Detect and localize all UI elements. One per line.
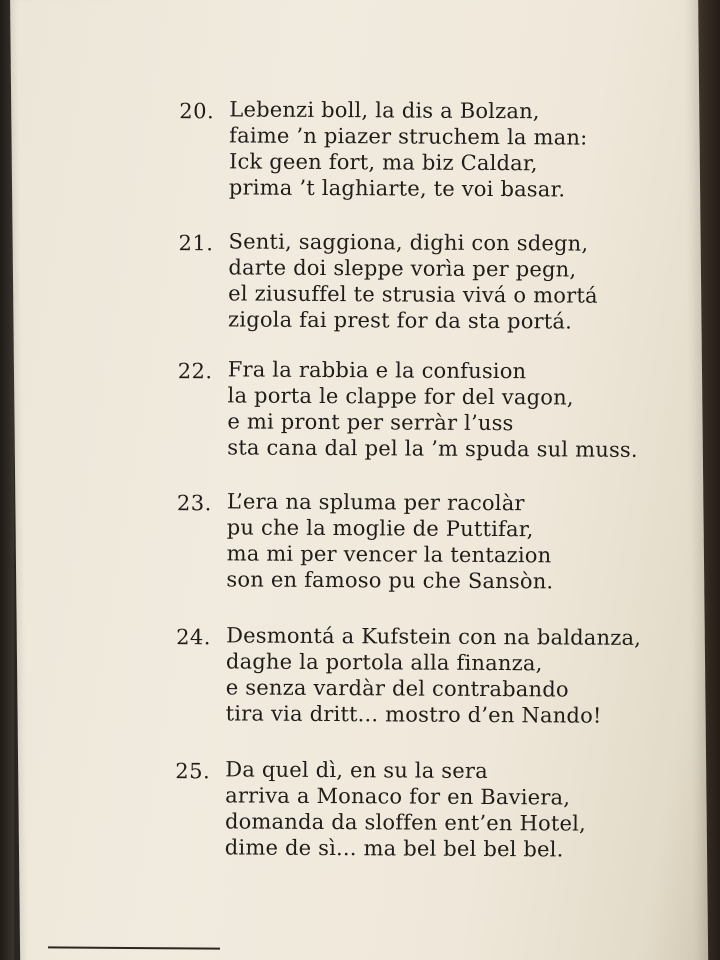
verse-line: daghe la portola alla finanza, xyxy=(225,649,543,676)
verse-line: sta cana dal pel la ’m spuda sul muss. xyxy=(227,435,638,462)
verse-line: L’era na spluma per racolàr xyxy=(226,489,525,516)
verse-line: e senza vardàr del contrabando xyxy=(225,675,569,702)
verse-line: dime de sì... ma bel bel bel bel. xyxy=(224,835,564,862)
verse-line: Ick geen fort, ma biz Caldar, xyxy=(228,149,538,176)
verse-line: tira via dritt... mostro d’en Nando! xyxy=(225,701,602,728)
verse-line: darte doi sleppe vorìa per pegn, xyxy=(228,255,577,282)
stanza-22 xyxy=(0,357,698,462)
verse-line: el ziusuffel te strusia vivá o mortá xyxy=(228,281,598,308)
stanza-number: 21. xyxy=(178,231,214,256)
verse-line: la porta le clappe for del vagon, xyxy=(227,383,574,410)
verse-line: domanda da sloffen ent’en Hotel, xyxy=(224,809,587,836)
verse-line: Senti, saggiona, dighi con sdegn, xyxy=(228,229,589,256)
verse-line: e mi pront per serràr l’uss xyxy=(227,409,514,436)
stanza-24 xyxy=(0,623,696,728)
verse-line: zigola fai prest for da sta portá. xyxy=(227,307,573,334)
stanza-number: 23. xyxy=(176,491,212,516)
stanza-number: 20. xyxy=(179,99,215,124)
verse-line: arriva a Monaco for en Baviera, xyxy=(225,783,571,810)
stanza-number: 24. xyxy=(176,625,212,650)
verse-line: Desmontá a Kufstein con na baldanza, xyxy=(226,623,642,650)
verse-line: faime ’n piazer struchem la man: xyxy=(229,123,588,150)
stanza-21 xyxy=(0,229,699,334)
stanza-23 xyxy=(0,489,697,594)
stanza-number: 25. xyxy=(175,759,211,784)
stanza-25 xyxy=(0,757,695,862)
stanza-20 xyxy=(0,97,699,202)
verse-line: prima ’t laghiarte, te voi basar. xyxy=(228,175,566,202)
verse-line: ma mi per vencer la tentazion xyxy=(226,541,552,568)
verse-line: son en famoso pu che Sansòn. xyxy=(226,567,554,594)
stanza-number: 22. xyxy=(177,359,213,384)
verse-line: pu che la moglie de Puttifar, xyxy=(226,515,534,542)
verse-line: Da quel dì, en su la sera xyxy=(225,757,488,783)
verse-line: Fra la rabbia e la confusion xyxy=(227,357,527,384)
verse-line: Lebenzi boll, la dis a Bolzan, xyxy=(229,97,540,124)
